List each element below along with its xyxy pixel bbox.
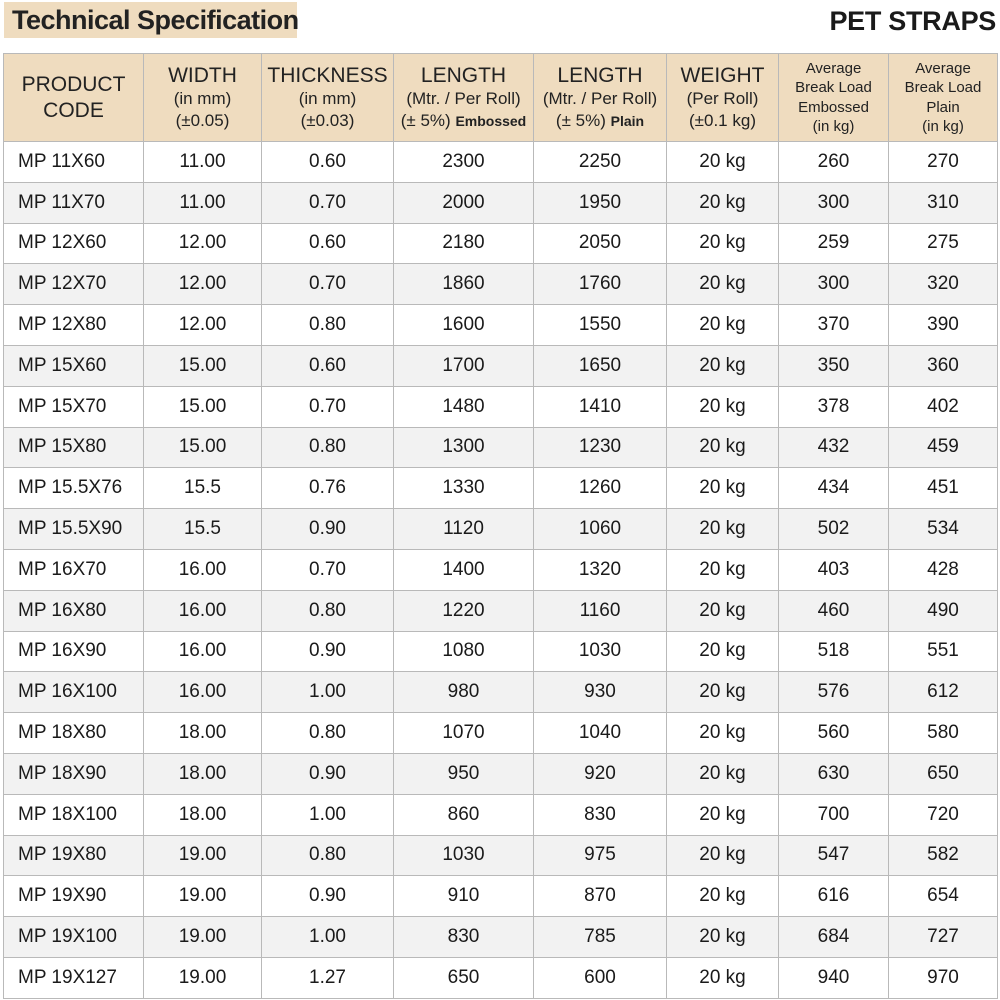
break-load-embossed-cell: 403 [779, 549, 889, 590]
length-embossed-cell: 650 [394, 957, 534, 998]
break-load-plain-cell: 970 [889, 957, 998, 998]
width-cell: 18.00 [144, 753, 262, 794]
weight-cell: 20 kg [667, 182, 779, 223]
product-code-cell: MP 12X80 [4, 305, 144, 346]
break-load-plain-cell: 270 [889, 142, 998, 183]
length-embossed-cell: 1330 [394, 468, 534, 509]
break-load-plain-cell: 650 [889, 753, 998, 794]
length-plain-cell: 1060 [534, 509, 667, 550]
weight-cell: 20 kg [667, 386, 779, 427]
length-embossed-cell: 1070 [394, 713, 534, 754]
length-plain-cell: 1550 [534, 305, 667, 346]
weight-cell: 20 kg [667, 590, 779, 631]
thickness-cell: 0.70 [262, 386, 394, 427]
length-plain-cell: 1260 [534, 468, 667, 509]
thickness-cell: 0.70 [262, 182, 394, 223]
break-load-embossed-cell: 616 [779, 876, 889, 917]
break-load-plain-cell: 582 [889, 835, 998, 876]
length-embossed-cell: 950 [394, 753, 534, 794]
product-code-cell: MP 16X80 [4, 590, 144, 631]
thickness-cell: 0.90 [262, 631, 394, 672]
length-embossed-cell: 1120 [394, 509, 534, 550]
thickness-cell: 0.80 [262, 427, 394, 468]
weight-cell: 20 kg [667, 917, 779, 958]
width-cell: 15.00 [144, 345, 262, 386]
product-code-cell: MP 16X90 [4, 631, 144, 672]
length-embossed-cell: 1400 [394, 549, 534, 590]
width-cell: 12.00 [144, 305, 262, 346]
product-code-cell: MP 19X127 [4, 957, 144, 998]
header-length-embossed: LENGTH (Mtr. / Per Roll) (± 5%) Embossed [394, 54, 534, 142]
length-plain-cell: 600 [534, 957, 667, 998]
length-plain-cell: 870 [534, 876, 667, 917]
table-row [4, 386, 998, 427]
weight-cell: 20 kg [667, 305, 779, 346]
break-load-embossed-cell: 434 [779, 468, 889, 509]
break-load-embossed-cell: 259 [779, 223, 889, 264]
length-embossed-cell: 2300 [394, 142, 534, 183]
length-embossed-cell: 1220 [394, 590, 534, 631]
break-load-embossed-cell: 378 [779, 386, 889, 427]
thickness-cell: 1.27 [262, 957, 394, 998]
break-load-plain-cell: 451 [889, 468, 998, 509]
weight-cell: 20 kg [667, 713, 779, 754]
table-row [4, 876, 998, 917]
length-embossed-cell: 910 [394, 876, 534, 917]
break-load-embossed-cell: 940 [779, 957, 889, 998]
break-load-plain-cell: 534 [889, 509, 998, 550]
product-code-cell: MP 18X90 [4, 753, 144, 794]
width-cell: 11.00 [144, 142, 262, 183]
table-row [4, 672, 998, 713]
break-load-plain-cell: 275 [889, 223, 998, 264]
thickness-cell: 0.80 [262, 835, 394, 876]
length-plain-cell: 1230 [534, 427, 667, 468]
width-cell: 19.00 [144, 917, 262, 958]
width-cell: 15.00 [144, 427, 262, 468]
table-row [4, 957, 998, 998]
length-plain-cell: 1650 [534, 345, 667, 386]
table-row [4, 305, 998, 346]
length-embossed-cell: 2000 [394, 182, 534, 223]
weight-cell: 20 kg [667, 753, 779, 794]
header-break-load-plain: Average Break Load Plain (in kg) [889, 54, 998, 142]
length-embossed-cell: 2180 [394, 223, 534, 264]
thickness-cell: 0.60 [262, 223, 394, 264]
thickness-cell: 1.00 [262, 672, 394, 713]
length-embossed-cell: 1030 [394, 835, 534, 876]
length-embossed-cell: 1480 [394, 386, 534, 427]
product-code-cell: MP 16X100 [4, 672, 144, 713]
weight-cell: 20 kg [667, 264, 779, 305]
length-plain-cell: 930 [534, 672, 667, 713]
break-load-plain-cell: 360 [889, 345, 998, 386]
width-cell: 19.00 [144, 835, 262, 876]
break-load-plain-cell: 551 [889, 631, 998, 672]
break-load-embossed-cell: 560 [779, 713, 889, 754]
brand-label: PET STRAPS [829, 6, 996, 36]
length-plain-cell: 1760 [534, 264, 667, 305]
length-embossed-cell: 860 [394, 794, 534, 835]
table-row [4, 142, 998, 183]
break-load-plain-cell: 720 [889, 794, 998, 835]
break-load-plain-cell: 320 [889, 264, 998, 305]
product-code-cell: MP 11X70 [4, 182, 144, 223]
width-cell: 16.00 [144, 549, 262, 590]
weight-cell: 20 kg [667, 794, 779, 835]
length-embossed-cell: 830 [394, 917, 534, 958]
spec-table-body [4, 142, 998, 999]
break-load-embossed-cell: 684 [779, 917, 889, 958]
length-embossed-cell: 1600 [394, 305, 534, 346]
width-cell: 19.00 [144, 876, 262, 917]
header-break-load-embossed: Average Break Load Embossed (in kg) [779, 54, 889, 142]
thickness-cell: 1.00 [262, 794, 394, 835]
header-length-plain: LENGTH (Mtr. / Per Roll) (± 5%) Plain [534, 54, 667, 142]
length-plain-cell: 2250 [534, 142, 667, 183]
product-code-cell: MP 19X90 [4, 876, 144, 917]
table-row [4, 917, 998, 958]
product-code-cell: MP 15.5X90 [4, 509, 144, 550]
width-cell: 15.5 [144, 509, 262, 550]
break-load-plain-cell: 310 [889, 182, 998, 223]
length-plain-cell: 1320 [534, 549, 667, 590]
product-code-cell: MP 19X100 [4, 917, 144, 958]
table-row [4, 835, 998, 876]
break-load-plain-cell: 727 [889, 917, 998, 958]
break-load-embossed-cell: 350 [779, 345, 889, 386]
product-code-cell: MP 11X60 [4, 142, 144, 183]
weight-cell: 20 kg [667, 876, 779, 917]
table-row [4, 794, 998, 835]
length-plain-cell: 1160 [534, 590, 667, 631]
product-code-cell: MP 16X70 [4, 549, 144, 590]
break-load-embossed-cell: 700 [779, 794, 889, 835]
width-cell: 18.00 [144, 794, 262, 835]
break-load-embossed-cell: 502 [779, 509, 889, 550]
length-plain-cell: 1030 [534, 631, 667, 672]
table-row [4, 427, 998, 468]
width-cell: 11.00 [144, 182, 262, 223]
thickness-cell: 0.90 [262, 876, 394, 917]
length-plain-cell: 2050 [534, 223, 667, 264]
weight-cell: 20 kg [667, 223, 779, 264]
break-load-plain-cell: 459 [889, 427, 998, 468]
header-width: WIDTH (in mm) (±0.05) [144, 54, 262, 142]
width-cell: 16.00 [144, 590, 262, 631]
product-code-cell: MP 15.5X76 [4, 468, 144, 509]
page-title: Technical Specification [4, 2, 297, 38]
length-plain-cell: 1040 [534, 713, 667, 754]
break-load-embossed-cell: 460 [779, 590, 889, 631]
weight-cell: 20 kg [667, 345, 779, 386]
table-row [4, 345, 998, 386]
table-header-row [4, 54, 998, 142]
thickness-cell: 0.90 [262, 509, 394, 550]
break-load-plain-cell: 580 [889, 713, 998, 754]
weight-cell: 20 kg [667, 631, 779, 672]
thickness-cell: 0.80 [262, 713, 394, 754]
weight-cell: 20 kg [667, 427, 779, 468]
length-embossed-cell: 1080 [394, 631, 534, 672]
width-cell: 15.00 [144, 386, 262, 427]
thickness-cell: 0.90 [262, 753, 394, 794]
table-row [4, 264, 998, 305]
product-code-cell: MP 15X60 [4, 345, 144, 386]
table-row [4, 182, 998, 223]
length-embossed-cell: 1860 [394, 264, 534, 305]
table-row [4, 549, 998, 590]
break-load-embossed-cell: 370 [779, 305, 889, 346]
table-row [4, 713, 998, 754]
width-cell: 16.00 [144, 631, 262, 672]
break-load-plain-cell: 402 [889, 386, 998, 427]
header-thickness: THICKNESS (in mm) (±0.03) [262, 54, 394, 142]
break-load-plain-cell: 490 [889, 590, 998, 631]
width-cell: 12.00 [144, 264, 262, 305]
thickness-cell: 0.70 [262, 264, 394, 305]
length-plain-cell: 975 [534, 835, 667, 876]
spec-table [3, 53, 998, 999]
break-load-plain-cell: 654 [889, 876, 998, 917]
table-row [4, 509, 998, 550]
table-row [4, 223, 998, 264]
length-embossed-cell: 980 [394, 672, 534, 713]
break-load-embossed-cell: 576 [779, 672, 889, 713]
table-row [4, 468, 998, 509]
product-code-cell: MP 15X80 [4, 427, 144, 468]
width-cell: 15.5 [144, 468, 262, 509]
weight-cell: 20 kg [667, 509, 779, 550]
length-plain-cell: 785 [534, 917, 667, 958]
break-load-embossed-cell: 630 [779, 753, 889, 794]
length-plain-cell: 1410 [534, 386, 667, 427]
product-code-cell: MP 15X70 [4, 386, 144, 427]
weight-cell: 20 kg [667, 672, 779, 713]
break-load-plain-cell: 428 [889, 549, 998, 590]
product-code-cell: MP 12X60 [4, 223, 144, 264]
product-code-cell: MP 19X80 [4, 835, 144, 876]
product-code-cell: MP 12X70 [4, 264, 144, 305]
thickness-cell: 0.76 [262, 468, 394, 509]
thickness-cell: 0.80 [262, 305, 394, 346]
weight-cell: 20 kg [667, 549, 779, 590]
width-cell: 19.00 [144, 957, 262, 998]
header-weight: WEIGHT (Per Roll) (±0.1 kg) [667, 54, 779, 142]
weight-cell: 20 kg [667, 142, 779, 183]
length-embossed-cell: 1700 [394, 345, 534, 386]
width-cell: 16.00 [144, 672, 262, 713]
thickness-cell: 0.80 [262, 590, 394, 631]
break-load-embossed-cell: 518 [779, 631, 889, 672]
product-code-cell: MP 18X100 [4, 794, 144, 835]
break-load-embossed-cell: 432 [779, 427, 889, 468]
thickness-cell: 0.60 [262, 142, 394, 183]
thickness-cell: 1.00 [262, 917, 394, 958]
table-row [4, 590, 998, 631]
width-cell: 18.00 [144, 713, 262, 754]
table-row [4, 631, 998, 672]
weight-cell: 20 kg [667, 957, 779, 998]
weight-cell: 20 kg [667, 835, 779, 876]
weight-cell: 20 kg [667, 468, 779, 509]
length-embossed-cell: 1300 [394, 427, 534, 468]
length-plain-cell: 830 [534, 794, 667, 835]
break-load-embossed-cell: 547 [779, 835, 889, 876]
length-plain-cell: 920 [534, 753, 667, 794]
width-cell: 12.00 [144, 223, 262, 264]
product-code-cell: MP 18X80 [4, 713, 144, 754]
break-load-embossed-cell: 260 [779, 142, 889, 183]
break-load-plain-cell: 612 [889, 672, 998, 713]
thickness-cell: 0.70 [262, 549, 394, 590]
table-row [4, 753, 998, 794]
length-plain-cell: 1950 [534, 182, 667, 223]
break-load-plain-cell: 390 [889, 305, 998, 346]
header-product-code: PRODUCT CODE [4, 54, 144, 142]
break-load-embossed-cell: 300 [779, 182, 889, 223]
break-load-embossed-cell: 300 [779, 264, 889, 305]
thickness-cell: 0.60 [262, 345, 394, 386]
